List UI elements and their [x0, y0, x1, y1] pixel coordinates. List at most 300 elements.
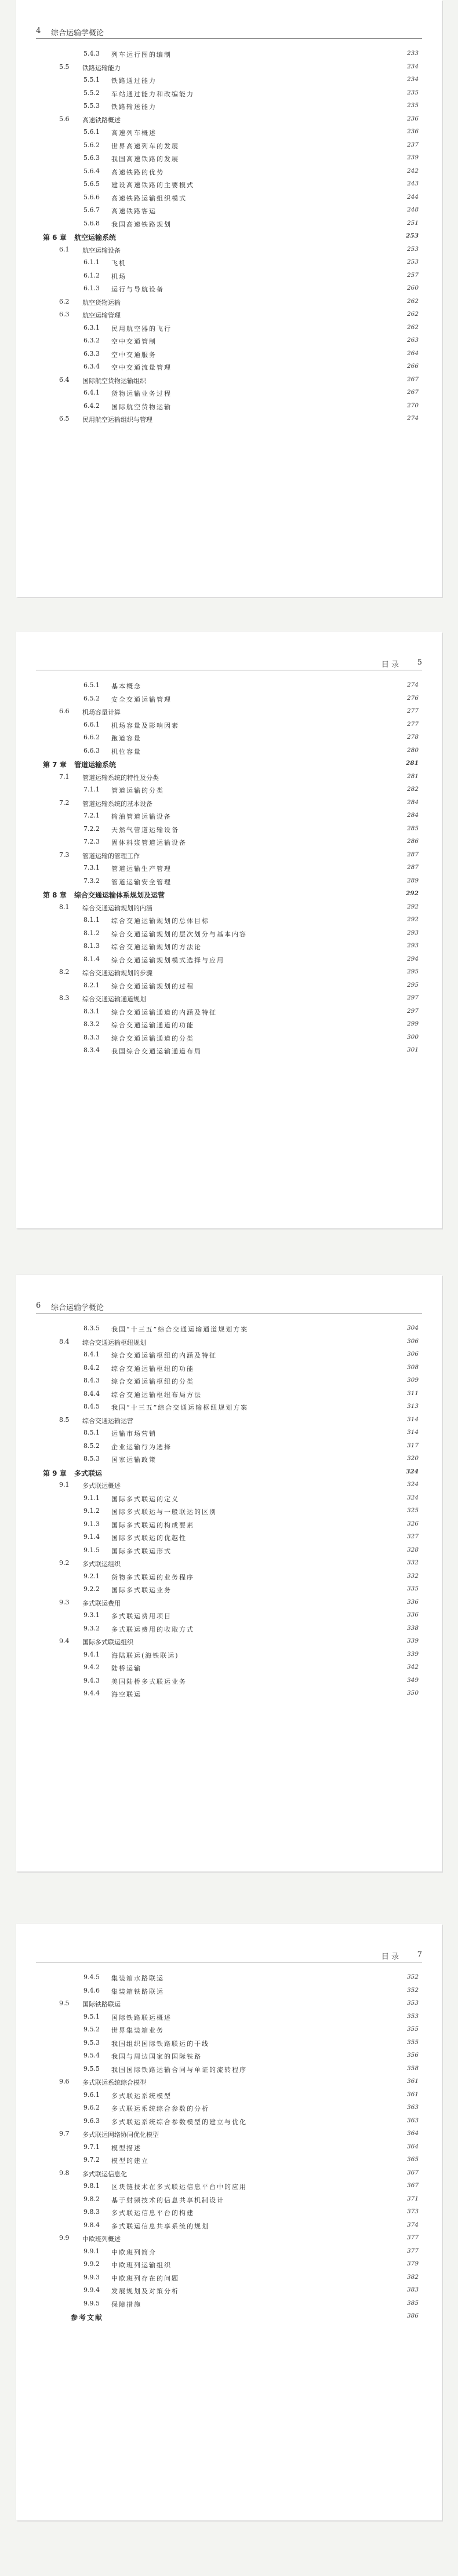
book-page: [16, 632, 442, 1228]
entry-title: 管道运输系统: [74, 761, 117, 769]
page-header: [36, 21, 422, 39]
entry-title: 中欧班列概述: [82, 2235, 121, 2243]
entry-title: 海空联运: [111, 1691, 141, 1698]
running-title: 综合运输学概论: [51, 29, 104, 38]
toc-subsection-entry[interactable]: [36, 2089, 422, 2101]
toc-subsection-entry[interactable]: [36, 100, 422, 112]
toc-subsection-entry[interactable]: [36, 1492, 422, 1505]
entry-number: 6.1.2: [83, 271, 100, 279]
entry-title: 我国综合交通运输通道布局: [111, 1048, 202, 1055]
toc-subsection-entry[interactable]: [36, 783, 422, 796]
entry-title: 多式联运系统综合参数模型的建立与优化: [111, 2118, 247, 2126]
toc-subsection-entry[interactable]: [36, 2037, 422, 2049]
entry-number: 5.5.1: [83, 76, 100, 83]
entry-page-number: 235: [406, 89, 419, 96]
toc-subsection-entry[interactable]: [36, 1531, 422, 1544]
entry-page-number: 339: [406, 1650, 419, 1658]
entry-title: 建设高速铁路的主要模式: [111, 181, 194, 189]
entry-number: 8.1.2: [83, 929, 100, 937]
toc-subsection-entry[interactable]: [36, 1388, 422, 1400]
entry-title: 高速列车概述: [111, 129, 157, 137]
entry-page-number: 253: [406, 258, 419, 265]
entry-number: 8.4.4: [83, 1389, 100, 1398]
entry-title: 民用航空运输组织与管理: [82, 416, 152, 424]
toc-subsection-entry[interactable]: [36, 2101, 422, 2114]
entry-page-number: 234: [406, 63, 419, 70]
toc-subsection-entry[interactable]: [36, 1687, 422, 1700]
entry-title: 集装箱铁路联运: [111, 1987, 164, 1995]
entry-title: 车站通过能力和改编能力: [111, 90, 194, 98]
toc-subsection-entry[interactable]: [36, 334, 422, 347]
toc-subsection-entry[interactable]: [36, 1426, 422, 1439]
entry-page-number: 379: [406, 2260, 419, 2267]
entry-page-number: 253: [406, 232, 419, 239]
toc-subsection-entry[interactable]: [36, 386, 422, 399]
toc-chapter-entry[interactable]: [36, 888, 422, 900]
toc-subsection-entry[interactable]: [36, 979, 422, 992]
entry-title: 我国与周边国家的国际铁路: [111, 2053, 202, 2060]
entry-title: 多式联运: [74, 1469, 103, 1477]
entry-page-number: 364: [406, 2143, 419, 2150]
entry-number: 9.6: [59, 2078, 70, 2085]
toc-subsection-entry[interactable]: [36, 2219, 422, 2232]
entry-page-number: 235: [406, 102, 419, 109]
entry-title: 综合交通运输规划的过程: [111, 982, 194, 990]
entry-page-number: 361: [406, 2090, 419, 2098]
entry-title: 集装箱水路联运: [111, 1975, 164, 1982]
entry-page-number: 317: [406, 1442, 419, 1449]
entry-number: 8.2: [59, 968, 70, 976]
toc-subsection-entry[interactable]: [36, 191, 422, 204]
entry-page-number: 277: [406, 707, 419, 714]
entry-number: 9.3.1: [83, 1611, 100, 1619]
entry-page-number: 367: [406, 2169, 419, 2176]
entry-title: 综合交通运输规划的层次划分与基本内容: [111, 930, 247, 938]
toc-chapter-entry[interactable]: [36, 757, 422, 770]
toc-subsection-entry[interactable]: [36, 1348, 422, 1361]
toc-subsection-entry[interactable]: [36, 1505, 422, 1517]
toc-section-entry[interactable]: [36, 849, 422, 862]
entry-title: 航空运输管理: [82, 312, 121, 319]
toc-subsection-entry[interactable]: [36, 823, 422, 835]
toc-section-entry[interactable]: [36, 374, 422, 386]
entry-page-number: 314: [406, 1415, 419, 1423]
toc-chapter-entry[interactable]: [36, 1466, 422, 1479]
toc-section-entry[interactable]: [36, 1557, 422, 1570]
toc-subsection-entry[interactable]: [36, 2011, 422, 2023]
entry-page-number: 292: [406, 916, 419, 923]
toc-section-entry[interactable]: [36, 2232, 422, 2245]
entry-title: 国际多式联运业务: [111, 1586, 172, 1594]
entry-title: 国际多式联运组织: [82, 1639, 133, 1646]
entry-title: 多式联运费用: [82, 1599, 121, 1607]
toc-section-entry[interactable]: [36, 992, 422, 1005]
entry-title: 综合交通运输运营: [82, 1417, 133, 1425]
toc-subsection-entry[interactable]: [36, 2141, 422, 2154]
entry-page-number: 342: [406, 1663, 419, 1670]
entry-page-number: 326: [406, 1520, 419, 1527]
entry-page-number: 287: [406, 851, 419, 858]
entry-page-number: 349: [406, 1676, 419, 1684]
toc-subsection-entry[interactable]: [36, 2023, 422, 2036]
toc-section-entry[interactable]: [36, 413, 422, 425]
toc-subsection-entry[interactable]: [36, 914, 422, 926]
entry-title: 空中交通管制: [111, 338, 157, 345]
toc-subsection-entry[interactable]: [36, 152, 422, 165]
book-page: [16, 1275, 442, 1871]
entry-number: 6.3.2: [83, 337, 100, 344]
toc-subsection-entry[interactable]: [36, 2297, 422, 2310]
toc-subsection-entry[interactable]: [36, 400, 422, 413]
toc-section-entry[interactable]: [36, 966, 422, 979]
entry-page-number: 267: [406, 389, 419, 396]
entry-page-number: 325: [406, 1507, 419, 1514]
toc-subsection-entry[interactable]: [36, 2115, 422, 2128]
toc-subsection-entry[interactable]: [36, 1518, 422, 1531]
toc-subsection-entry[interactable]: [36, 745, 422, 757]
toc-subsection-entry[interactable]: [36, 862, 422, 874]
entry-page-number: 251: [406, 219, 419, 227]
entry-number: 6.3: [59, 311, 70, 318]
toc-subsection-entry[interactable]: [36, 360, 422, 373]
entry-number: 6.5: [59, 415, 70, 422]
entry-title: 国际多式联运的定义: [111, 1495, 179, 1503]
toc-subsection-entry[interactable]: [36, 1648, 422, 1661]
toc-list: [36, 1322, 422, 1706]
toc-section-entry[interactable]: [36, 243, 422, 256]
toc-section-entry[interactable]: [36, 2128, 422, 2140]
entry-page-number: 377: [406, 2234, 419, 2241]
entry-number: 9.5: [59, 1999, 70, 2007]
toc-section-entry[interactable]: [36, 797, 422, 809]
entry-page-number: 295: [406, 981, 419, 988]
toc-section-entry[interactable]: [36, 1635, 422, 1648]
toc-subsection-entry[interactable]: [36, 139, 422, 152]
entry-page-number: 365: [406, 2156, 419, 2163]
toc-subsection-entry[interactable]: [36, 348, 422, 360]
toc-subsection-entry[interactable]: [36, 2271, 422, 2284]
toc-subsection-entry[interactable]: [36, 1031, 422, 1044]
toc-section-entry[interactable]: [36, 1997, 422, 2010]
toc-references-entry[interactable]: [36, 2310, 422, 2323]
entry-page-number: 356: [406, 2052, 419, 2059]
entry-page-number: 237: [406, 141, 419, 148]
entry-number: 7.1: [59, 772, 70, 780]
toc-section-entry[interactable]: [36, 308, 422, 321]
entry-page-number: 284: [406, 812, 419, 819]
toc-list: [36, 1971, 422, 2329]
toc-subsection-entry[interactable]: [36, 2049, 422, 2062]
entry-title: 基本概念: [111, 683, 141, 690]
entry-page-number: 262: [406, 311, 419, 318]
entry-title: 多式联运费用的收取方式: [111, 1625, 194, 1633]
entry-number: 9.5.2: [83, 2026, 100, 2033]
entry-number: 8.3.3: [83, 1033, 100, 1041]
toc-subsection-entry[interactable]: [36, 1544, 422, 1557]
entry-page-number: 281: [406, 772, 419, 780]
toc-subsection-entry[interactable]: [36, 256, 422, 269]
entry-title: 跑道容量: [111, 735, 141, 742]
toc-subsection-entry[interactable]: [36, 322, 422, 334]
entry-number: 6.6.1: [83, 720, 100, 728]
entry-page-number: 299: [406, 1020, 419, 1027]
entry-page-number: 371: [406, 2195, 419, 2202]
entry-page-number: 328: [406, 1546, 419, 1553]
entry-page-number: 367: [406, 2182, 419, 2189]
toc-subsection-entry[interactable]: [36, 1374, 422, 1387]
entry-number: 8.1.3: [83, 942, 100, 950]
page-header: [36, 652, 422, 670]
entry-title: 基于射频技术的信息共享机制设计: [111, 2196, 224, 2204]
entry-number: 7.2.1: [83, 812, 100, 819]
toc-subsection-entry[interactable]: [36, 1453, 422, 1465]
entry-title: 多式联运信息平台的构建: [111, 2209, 194, 2217]
entry-page-number: 374: [406, 2221, 419, 2228]
entry-number: 8.3.4: [83, 1046, 100, 1054]
entry-number: 9.1.4: [83, 1533, 100, 1541]
entry-page-number: 236: [406, 115, 419, 122]
toc-subsection-entry[interactable]: [36, 731, 422, 744]
entry-title: 我国高速铁路的发展: [111, 155, 179, 163]
toc-section-entry[interactable]: [36, 2075, 422, 2088]
toc-subsection-entry[interactable]: [36, 2063, 422, 2075]
entry-page-number: 253: [406, 245, 419, 253]
toc-subsection-entry[interactable]: [36, 809, 422, 822]
entry-page-number: 294: [406, 955, 419, 962]
toc-subsection-entry[interactable]: [36, 1984, 422, 1997]
entry-title: 综合交通运输枢纽的内涵及特征: [111, 1352, 217, 1359]
entry-number: 8.3.1: [83, 1007, 100, 1015]
entry-title: 铁路运输能力: [82, 64, 121, 72]
toc-subsection-entry[interactable]: [36, 2206, 422, 2219]
entry-number: 9.4.4: [83, 1690, 100, 1697]
entry-title: 铁路通过能力: [111, 77, 157, 85]
toc-section-entry[interactable]: [36, 771, 422, 783]
running-title: 综合运输学概论: [51, 1304, 104, 1312]
entry-number: 8.4: [59, 1337, 70, 1345]
entry-number: 9.4.6: [83, 1986, 100, 1994]
entry-page-number: 335: [406, 1585, 419, 1592]
toc-subsection-entry[interactable]: [36, 1400, 422, 1413]
entry-number: 6.4.2: [83, 402, 100, 410]
toc-chapter-entry[interactable]: [36, 230, 422, 243]
toc-section-entry[interactable]: [36, 901, 422, 914]
toc-subsection-entry[interactable]: [36, 679, 422, 692]
entry-number: 7.3.1: [83, 864, 100, 871]
entry-page-number: 377: [406, 2247, 419, 2254]
toc-subsection-entry[interactable]: [36, 1005, 422, 1018]
entry-page-number: 274: [406, 681, 419, 688]
toc-subsection-entry[interactable]: [36, 74, 422, 86]
entry-title: 美国陆桥多式联运业务: [111, 1677, 187, 1685]
entry-title: 综合交通运输规划的步骤: [82, 969, 152, 977]
entry-page-number: 324: [406, 1481, 419, 1488]
entry-page-number: 373: [406, 2208, 419, 2215]
toc-subsection-entry[interactable]: [36, 282, 422, 295]
entry-number: 8.5.3: [83, 1455, 100, 1462]
entry-number: 8.4.2: [83, 1363, 100, 1371]
entry-page-number: 285: [406, 824, 419, 832]
entry-page-number: 300: [406, 1033, 419, 1041]
toc-section-entry[interactable]: [36, 113, 422, 126]
toc-subsection-entry[interactable]: [36, 1570, 422, 1583]
entry-title: 固体料浆管道运输设备: [111, 839, 187, 846]
entry-number: 6.3.3: [83, 349, 100, 357]
entry-page-number: 282: [406, 786, 419, 793]
toc-subsection-entry[interactable]: [36, 1622, 422, 1635]
toc-subsection-entry[interactable]: [36, 1362, 422, 1374]
toc-subsection-entry[interactable]: [36, 2154, 422, 2166]
toc-subsection-entry[interactable]: [36, 953, 422, 966]
entry-title: 中欧班列存在的问题: [111, 2274, 179, 2282]
entry-title: 综合交通运输通道的分类: [111, 1034, 194, 1042]
entry-title: 综合交通运输枢纽的分类: [111, 1378, 194, 1385]
entry-page-number: 295: [406, 968, 419, 975]
entry-number: 9.7: [59, 2130, 70, 2137]
entry-number: 6.6.2: [83, 734, 100, 741]
entry-number: 6.5.1: [83, 681, 100, 689]
page-number: 5: [417, 658, 422, 667]
running-title: 目 录: [381, 661, 399, 669]
toc-section-entry[interactable]: [36, 61, 422, 74]
page-header: [36, 1296, 422, 1313]
toc-subsection-entry[interactable]: [36, 1971, 422, 1984]
page-number: 4: [36, 27, 41, 35]
toc-subsection-entry[interactable]: [36, 1044, 422, 1057]
entry-page-number: 332: [406, 1559, 419, 1566]
entry-title: 管道运输的分类: [111, 787, 164, 794]
toc-subsection-entry[interactable]: [36, 835, 422, 848]
entry-title: 管道运输生产管理: [111, 865, 172, 873]
entry-page-number: 363: [406, 2104, 419, 2111]
entry-page-number: 262: [406, 323, 419, 331]
entry-title: 列车运行图的编制: [111, 51, 172, 59]
toc-subsection-entry[interactable]: [36, 126, 422, 138]
entry-number: 6.3.4: [83, 363, 100, 370]
toc-subsection-entry[interactable]: [36, 875, 422, 888]
toc-section-entry[interactable]: [36, 1596, 422, 1609]
entry-page-number: 264: [406, 349, 419, 357]
entry-page-number: 363: [406, 2117, 419, 2124]
entry-title: 我国“十三五”综合交通运输通道规划方案: [111, 1326, 249, 1333]
entry-number: 9.4.2: [83, 1663, 100, 1671]
entry-number: 8.5: [59, 1415, 70, 1424]
entry-page-number: 383: [406, 2286, 419, 2293]
toc-subsection-entry[interactable]: [36, 718, 422, 731]
toc-section-entry[interactable]: [36, 1479, 422, 1491]
entry-number: 6.5.2: [83, 694, 100, 702]
entry-number: 5.5.3: [83, 102, 100, 110]
toc-subsection-entry[interactable]: [36, 269, 422, 282]
entry-number: 9.9: [59, 2234, 70, 2242]
toc-subsection-entry[interactable]: [36, 927, 422, 940]
entry-title: 参考文献: [71, 2314, 104, 2322]
entry-title: 货物运输业务过程: [111, 390, 172, 397]
toc-subsection-entry[interactable]: [36, 2284, 422, 2297]
entry-title: 综合交通运输通道的内涵及特征: [111, 1008, 217, 1016]
entry-title: 空中交通流量管理: [111, 364, 172, 371]
toc-subsection-entry[interactable]: [36, 2258, 422, 2271]
entry-number: 9.1.5: [83, 1546, 100, 1554]
entry-title: 综合交通运输规划的方法论: [111, 943, 202, 951]
toc-subsection-entry[interactable]: [36, 1661, 422, 1674]
entry-page-number: 270: [406, 402, 419, 409]
entry-number: 5.6.6: [83, 193, 100, 201]
entry-number: 8.4.5: [83, 1403, 100, 1410]
entry-title: 国际多式联运形式: [111, 1547, 172, 1555]
entry-page-number: 364: [406, 2130, 419, 2137]
toc-subsection-entry[interactable]: [36, 204, 422, 217]
toc-subsection-entry[interactable]: [36, 87, 422, 100]
entry-page-number: 327: [406, 1533, 419, 1540]
entry-title: 多式联运信息化: [82, 2170, 127, 2178]
toc-section-entry[interactable]: [36, 2167, 422, 2180]
entry-page-number: 355: [406, 2038, 419, 2046]
toc-section-entry[interactable]: [36, 295, 422, 308]
toc-subsection-entry[interactable]: [36, 178, 422, 191]
entry-page-number: 338: [406, 1624, 419, 1632]
toc-section-entry[interactable]: [36, 705, 422, 718]
toc-subsection-entry[interactable]: [36, 1322, 422, 1335]
toc-section-entry[interactable]: [36, 1414, 422, 1426]
entry-number: 9.4.3: [83, 1676, 100, 1684]
entry-page-number: 293: [406, 929, 419, 936]
toc-subsection-entry[interactable]: [36, 1018, 422, 1031]
entry-title: 综合交通运输规划的内涵: [82, 904, 152, 912]
entry-page-number: 306: [406, 1351, 419, 1358]
entry-page-number: 297: [406, 1007, 419, 1015]
toc-subsection-entry[interactable]: [36, 2193, 422, 2206]
entry-page-number: 234: [406, 76, 419, 83]
entry-page-number: 336: [406, 1598, 419, 1606]
toc-section-entry[interactable]: [36, 1336, 422, 1348]
entry-title: 运输市场营销: [111, 1430, 157, 1437]
running-title: 目 录: [381, 1953, 399, 1961]
entry-number: 5.4.3: [83, 50, 100, 57]
entry-number: 9.1.3: [83, 1520, 100, 1528]
toc-subsection-entry[interactable]: [36, 2180, 422, 2192]
entry-title: 机场: [111, 272, 126, 280]
toc-subsection-entry[interactable]: [36, 1440, 422, 1453]
toc-subsection-entry[interactable]: [36, 1609, 422, 1622]
toc-subsection-entry[interactable]: [36, 692, 422, 705]
entry-number: 7.1.1: [83, 786, 100, 793]
toc-subsection-entry[interactable]: [36, 217, 422, 230]
entry-title: 机位容量: [111, 747, 141, 756]
toc-subsection-entry[interactable]: [36, 48, 422, 60]
entry-number: 6.1.1: [83, 258, 100, 266]
entry-number: 9.7.1: [83, 2143, 100, 2151]
entry-number: 5.6.8: [83, 219, 100, 227]
entry-title: 综合交通运输规划的总体目标: [111, 917, 209, 925]
entry-number: 5.6.2: [83, 141, 100, 149]
entry-title: 多式联运组织: [82, 1560, 121, 1568]
entry-title: 安全交通运输管理: [111, 695, 172, 703]
toc-subsection-entry[interactable]: [36, 1583, 422, 1596]
entry-title: 国际铁路联运: [82, 2001, 121, 2008]
entry-number: 5.6.1: [83, 128, 100, 136]
entry-title: 高速铁路客运: [111, 207, 157, 215]
toc-subsection-entry[interactable]: [36, 940, 422, 953]
toc-subsection-entry[interactable]: [36, 1674, 422, 1687]
entry-page-number: 287: [406, 864, 419, 871]
entry-title: 多式联运系统综合参数的分析: [111, 2105, 209, 2112]
toc-subsection-entry[interactable]: [36, 165, 422, 178]
entry-page-number: 267: [406, 375, 419, 383]
entry-title: 国际多式联运的构成要素: [111, 1521, 194, 1529]
entry-number: 9.4.1: [83, 1650, 100, 1658]
toc-subsection-entry[interactable]: [36, 2245, 422, 2258]
